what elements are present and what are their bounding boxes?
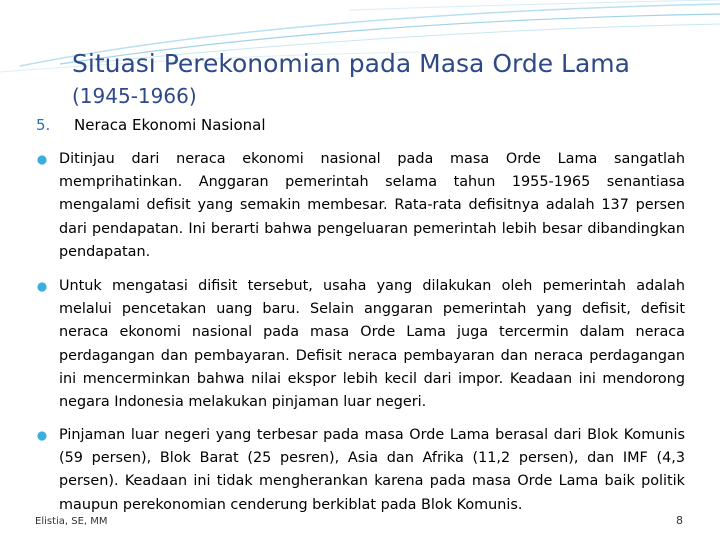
paragraph-3: Pinjaman luar negeri yang terbesar pada masa Orde Lama berasal dari Blok Komunis (59 persen), Blok Barat (25 pesren), Asia dan Afrika (11,2 persen), dan IMF (4,3 persen). Keadaan ini tidak mengherankan karena pada masa Orde Lama baik politik maupun perekonomian cenderung berkiblat pada Blok Komunis.	[59, 427, 685, 513]
footer-author: Elistia, SE, MM	[35, 516, 108, 527]
section-number: 5.	[36, 116, 51, 134]
slide-title: Situasi Perekonomian pada Masa Orde Lama	[72, 49, 630, 78]
paragraph-1: Ditinjau dari neraca ekonomi nasional pada masa Orde Lama sangatlah memprihatinkan. Anggaran pemerintah selama tahun 1955-1965 senantiasa mengalami defisit yang semakin membesar. Rata-rata defisitnya adalah 137 persen dari pendapatan. Ini berarti bahwa pengeluaran pemerintah lebih besar dibandingkan pendapatan.	[59, 151, 685, 260]
page-number: 8	[676, 514, 683, 527]
bullet-icon	[36, 430, 48, 442]
slide-subtitle: (1945-1966)	[72, 84, 197, 108]
section-title: Neraca Ekonomi Nasional	[74, 116, 266, 134]
paragraph-2: Untuk mengatasi difisit tersebut, usaha yang dilakukan oleh pemerintah adalah melalui pencetakan uang baru. Selain anggaran pemerintah yang defisit, defisit neraca ekonomi nasional pada masa Orde Lama juga tercermin dalam neraca perdagangan dan pembayaran. Defisit neraca pembayaran dan neraca perdagangan ini mencerminkan bahwa nilai ekspor lebih kecil dari impor. Keadaan ini mendorong negara Indonesia melakukan pinjaman luar negeri.	[59, 278, 685, 411]
bullet-icon	[36, 154, 48, 166]
bullet-icon	[36, 281, 48, 293]
